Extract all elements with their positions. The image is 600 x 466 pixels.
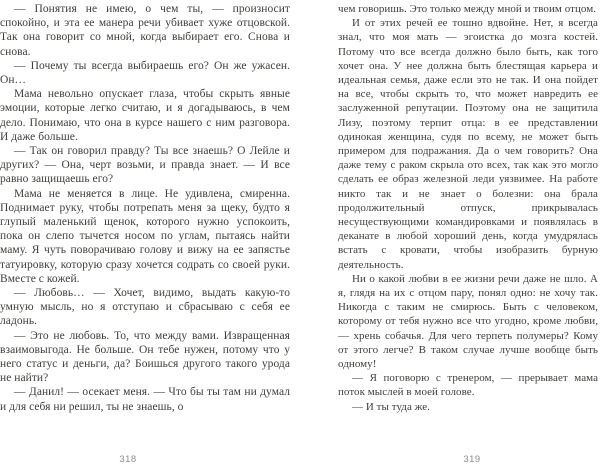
paragraph: — И ты туда же. (352, 400, 430, 413)
paragraph: — Понятия не имею, о чем ты, — произносит спокойно, и эта ее манера речи убивает хуже отцовской. Так она говорит со мной, когда выбирает его. Снова и снова. (0, 3, 290, 58)
paragraph: — Так он говорил правду? Ты все знаешь? О Лейле и других? — Она, черт возьми, и правда знает. — И все равно защищаешь его? (0, 145, 290, 186)
page-right-text-column (338, 2, 598, 444)
paragraph: — Любовь… — Хочет, видимо, выдать какую-то умную мысль, но я отступаю и сбрасываю с себя ее ладонь. (0, 287, 290, 328)
paragraph: Мама не меняется в лице. Не удивлена, смиренна. Поднимает руку, чтобы потрепать меня за щеку, будто я глупый маленький щенок, которого нужно успокоить, пока он слепо тычется носом по углам, пытаясь найти маму. Я чуть поворачиваю голову и вижу на ее запястье татуировку, которую сразу хочется содрать со своей руки. Вместе с кожей. (0, 187, 290, 285)
paragraph: Ни о какой любви в ее жизни речи даже не шло. А я, глядя на их с отцом пару, понял одно: не хочу так. Никогда с таким не смирюсь. Быть с человеком, которому от тебя нужно все что угодно, кроме любви, — хрень собачья. Для чего терпеть полумеры? Кому от этого легче? В таком случае лучше вообще быть одному! (338, 272, 598, 371)
paragraph: — Это не любовь. То, что между вами. Извращенная взаимовыгода. Не больше. Он тебе нужен, потому что у него статус и деньги, да? Боишься другого такого урода не найти? (0, 329, 290, 385)
paragraph: И от этих речей ее тошно вдвойне. Нет, я всегда знал, что моя мать — эгоистка до мозга костей. Потому что все всегда должно было быть, как того хочет она. У нее должна быть блестящая карьера и идеальная семья, даже если это не так. И она пойдет на все, чтобы скрыть то, что может навредить ее заслуженной репутации. Поэтому она не защитила Лизу, поэтому терпит отца: в ее представлении одинокая женщина, судя по всему, не может быть примером для подражания. Да о чем говорить? Она даже тему с раком скрыла ото всех, так как это могло сделать ее образ железной леди уязвимее. На работе никто так и не знает о болезни: она брала продолжительный отпуск, прикрывалась несуществующими командировками и появлялась в деканате в любой хороший день, когда умудрялась встать с кровати, чтобы изобразить бурную деятельность. (338, 17, 598, 271)
paragraph: Мама невольно опускает глаза, чтобы скрыть явные эмоции, которые легко считаю, и я догадываюсь, в чем дело. Понимаю, что она в курсе нашего с ним разговора. И даже больше. (0, 88, 290, 143)
paragraph: чем говоришь. Это только между мной и твоим отцом. (338, 3, 597, 15)
paragraph: — Почему ты всегда выбираешь его? Он же ужасен. Он… (0, 59, 290, 87)
page-left-text-column (0, 2, 290, 444)
page-number-left: 318 (119, 454, 137, 465)
page-number-right: 319 (463, 454, 481, 465)
paragraph: — Данил! — осекает меня. — Что бы ты там ни думал и для себя ни решил, ты не знаешь, о (0, 386, 290, 413)
paragraph: — Я поговорю с тренером, — прерывает мама поток мыслей в моей голове. (338, 372, 598, 399)
